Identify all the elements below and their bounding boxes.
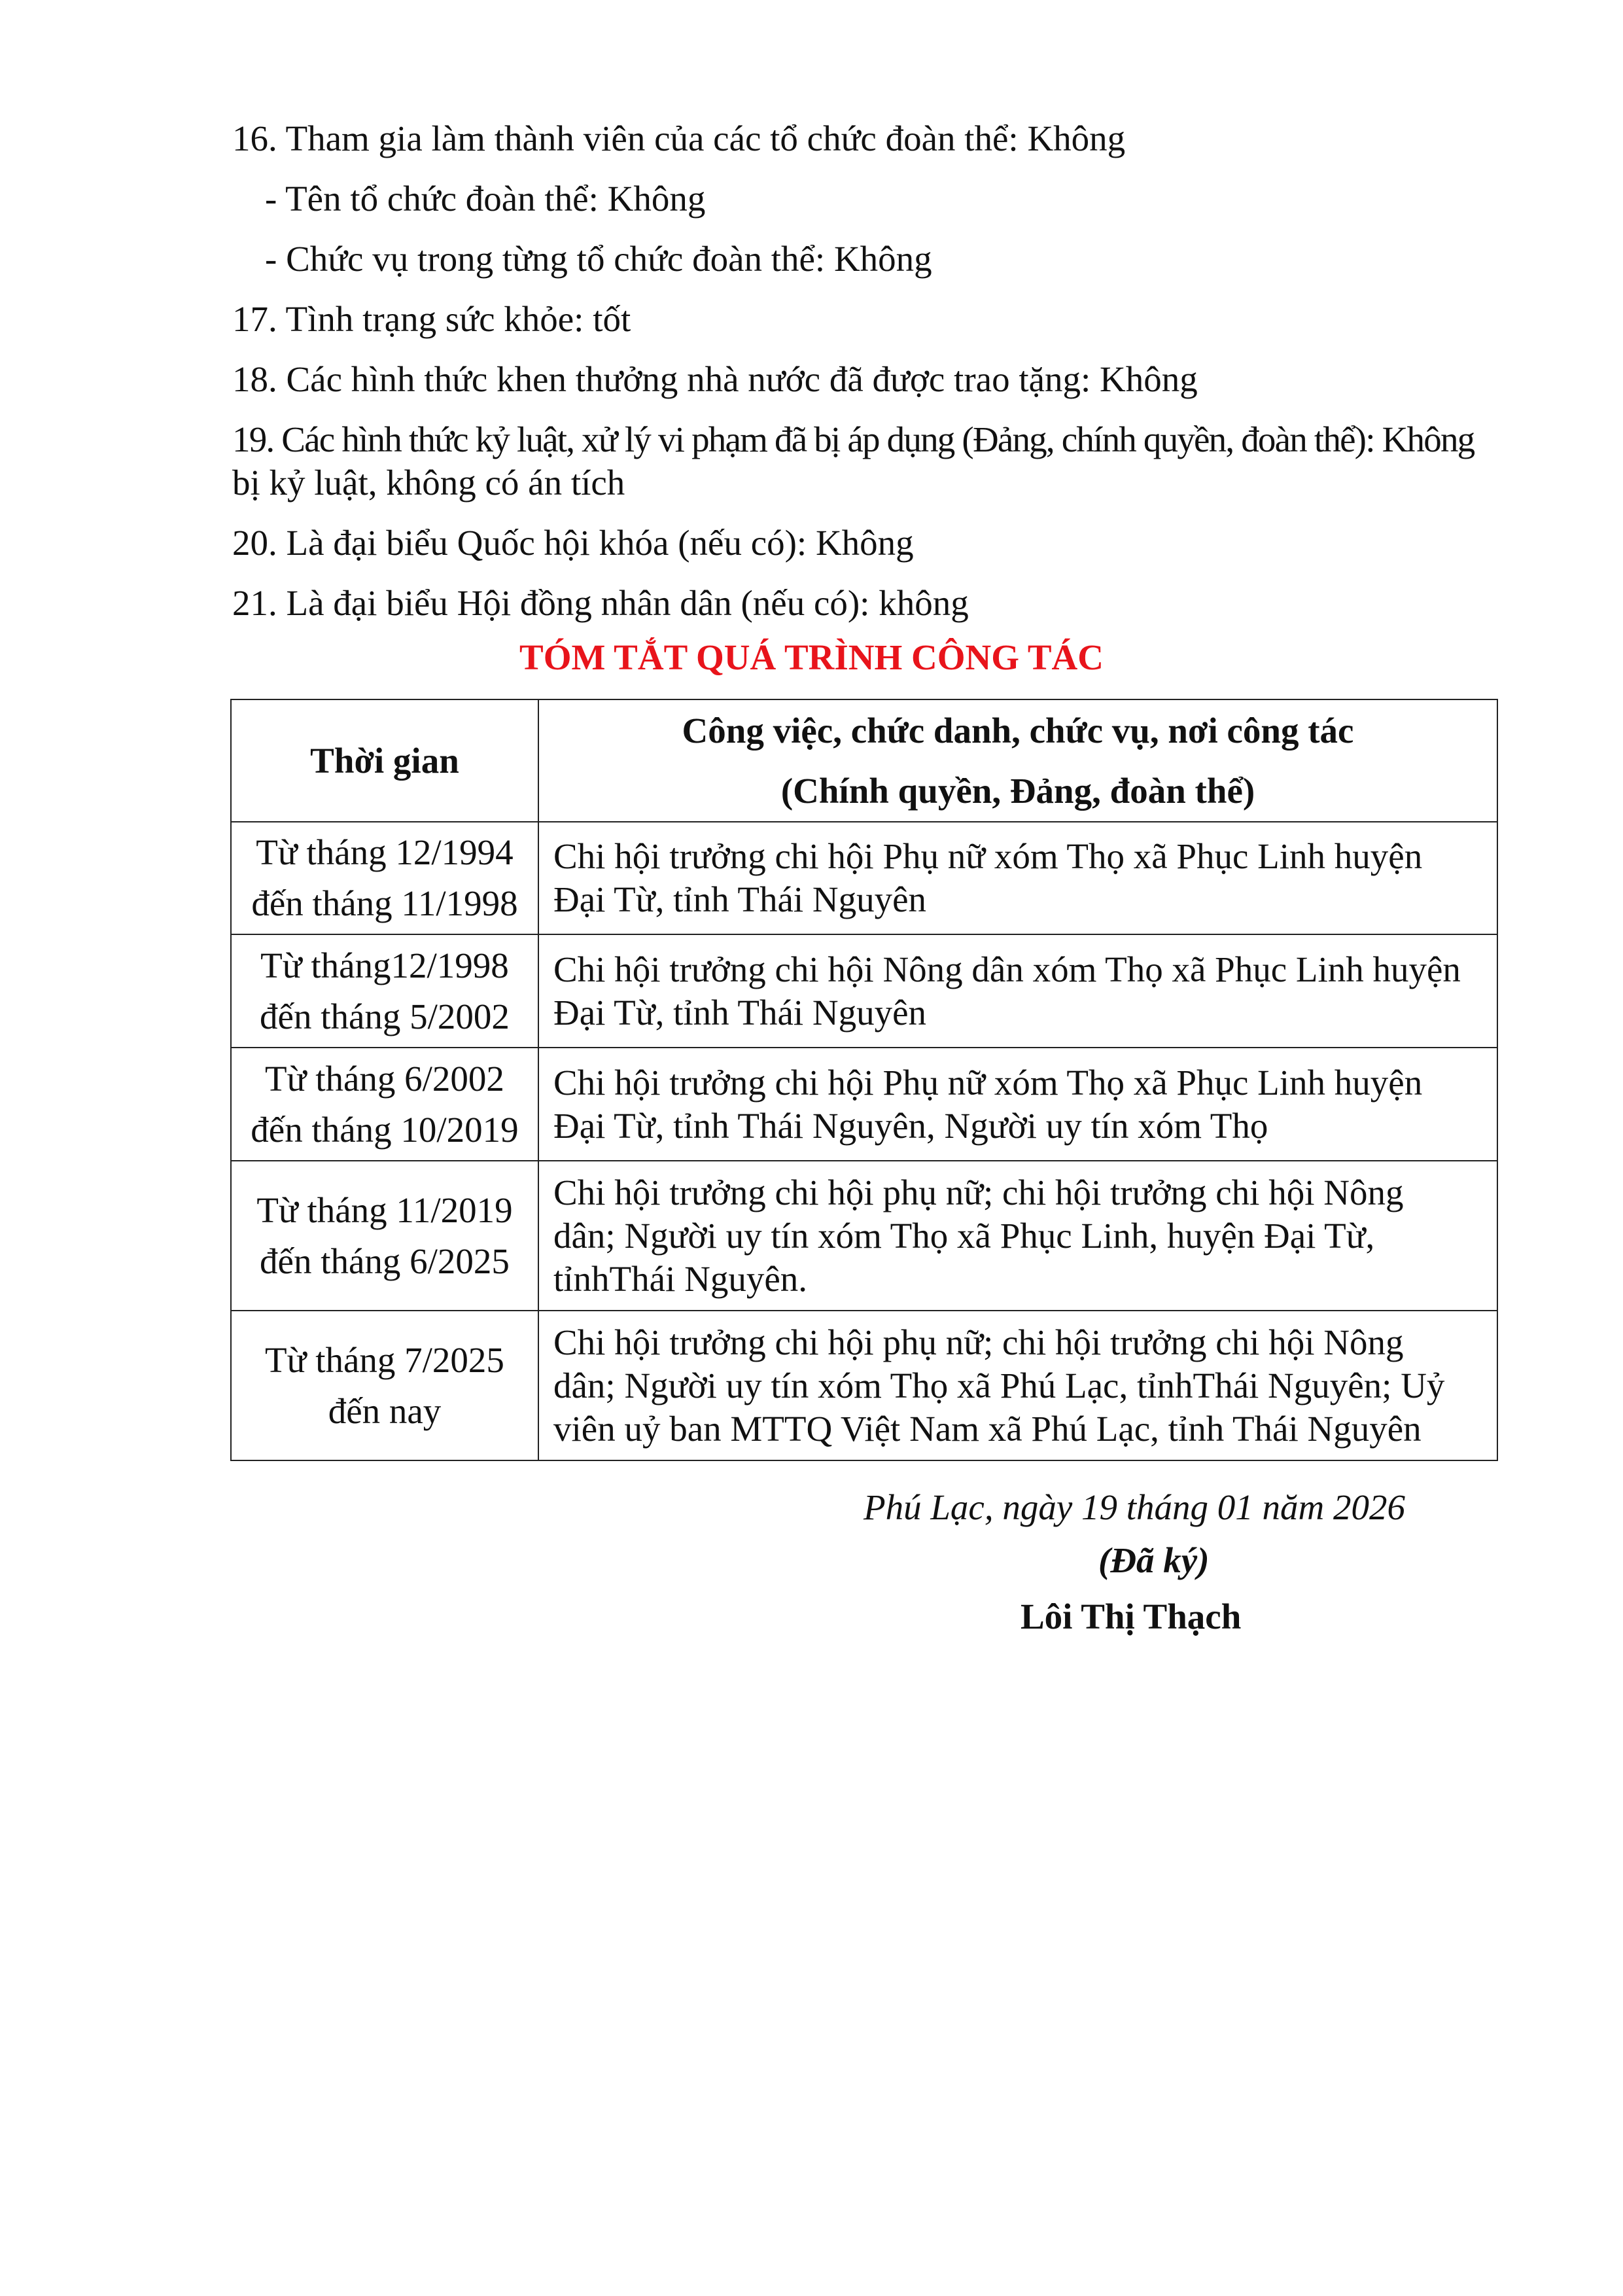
row-description xyxy=(538,934,1497,1048)
row-time-start: Từ tháng 12/1994 xyxy=(256,832,514,872)
header-work xyxy=(538,699,1497,822)
table-row xyxy=(231,822,1497,934)
signature-name: Lôi Thị Thạch xyxy=(1021,1597,1242,1636)
row-desc-line: Đại Từ, tỉnh Thái Nguyên, Người uy tín xóm Thọ xyxy=(553,1105,1268,1146)
item-17: 17. Tình trạng sức khỏe: tốt xyxy=(232,299,631,339)
row-description xyxy=(538,1048,1497,1161)
row-desc-line: tỉnhThái Nguyên. xyxy=(553,1258,807,1299)
header-time xyxy=(231,699,538,822)
item-20: 20. Là đại biểu Quốc hội khóa (nếu có): Không xyxy=(232,523,914,563)
row-time-end: đến tháng 11/1998 xyxy=(251,883,518,923)
signature-signed-note: (Đã ký) xyxy=(1098,1540,1210,1580)
row-time-end: đến tháng 6/2025 xyxy=(260,1241,510,1281)
row-time-end: đến tháng 10/2019 xyxy=(251,1109,519,1150)
section-title: TÓM TẮT QUÁ TRÌNH CÔNG TÁC xyxy=(519,637,1104,677)
row-description xyxy=(538,822,1497,934)
header-time-label: Thời gian xyxy=(310,740,459,781)
row-desc-line: Đại Từ, tỉnh Thái Nguyên xyxy=(553,992,927,1033)
row-time xyxy=(231,1048,538,1161)
signature-place-date: Phú Lạc, ngày 19 tháng 01 năm 2026 xyxy=(864,1487,1406,1527)
table-row xyxy=(231,1311,1497,1460)
row-time-end: đến tháng 5/2002 xyxy=(260,996,510,1036)
item-19: 19. Các hình thức kỷ luật, xử lý vi phạm đã bị áp dụng (Đảng, chính quyền, đoàn thể): Không xyxy=(232,419,1475,459)
item-16-org-name: - Tên tổ chức đoàn thể: Không xyxy=(265,179,706,219)
work-history-table xyxy=(230,699,1498,1461)
row-desc-line: Đại Từ, tỉnh Thái Nguyên xyxy=(553,879,927,919)
item-18: 18. Các hình thức khen thưởng nhà nước đã được trao tặng: Không xyxy=(232,359,1198,399)
row-desc-line: Chi hội trưởng chi hội Phụ nữ xóm Thọ xã Phục Linh huyện xyxy=(553,1062,1423,1103)
row-desc-line: Chi hội trưởng chi hội Nông dân xóm Thọ xã Phục Linh huyện xyxy=(553,949,1461,989)
row-description xyxy=(538,1161,1497,1311)
table-row xyxy=(231,1048,1497,1161)
row-time-end: đến nay xyxy=(328,1390,442,1431)
row-desc-line: dân; Người uy tín xóm Thọ xã Phục Linh, huyện Đại Từ, xyxy=(553,1215,1375,1256)
table-row xyxy=(231,934,1497,1048)
row-desc-line: Chi hội trưởng chi hội phụ nữ; chi hội trưởng chi hội Nông xyxy=(553,1322,1404,1362)
row-time xyxy=(231,1311,538,1460)
row-desc-line: Chi hội trưởng chi hội Phụ nữ xóm Thọ xã Phục Linh huyện xyxy=(553,836,1423,876)
row-desc-line: dân; Người uy tín xóm Thọ xã Phú Lạc, tỉnhThái Nguyên; Uỷ xyxy=(553,1365,1445,1405)
item-19-continued: bị kỷ luật, không có án tích xyxy=(232,463,625,503)
header-work-line2: (Chính quyền, Đảng, đoàn thể) xyxy=(780,770,1255,811)
item-16: 16. Tham gia làm thành viên của các tổ chức đoàn thể: Không xyxy=(232,118,1126,158)
row-time xyxy=(231,1161,538,1311)
row-desc-line: Chi hội trưởng chi hội phụ nữ; chi hội trưởng chi hội Nông xyxy=(553,1172,1404,1212)
item-21: 21. Là đại biểu Hội đồng nhân dân (nếu có): không xyxy=(232,583,969,623)
row-time xyxy=(231,822,538,934)
row-time xyxy=(231,934,538,1048)
table-row xyxy=(231,1161,1497,1311)
header-work-line1: Công việc, chức danh, chức vụ, nơi công tác xyxy=(682,710,1354,751)
row-description xyxy=(538,1311,1497,1460)
row-time-start: Từ tháng 6/2002 xyxy=(265,1058,504,1099)
item-16-org-position: - Chức vụ trong từng tổ chức đoàn thể: Không xyxy=(265,239,932,279)
table-header-row xyxy=(231,699,1497,822)
row-desc-line: viên uỷ ban MTTQ Việt Nam xã Phú Lạc, tỉnh Thái Nguyên xyxy=(553,1408,1422,1449)
row-time-start: Từ tháng 7/2025 xyxy=(265,1339,504,1380)
row-time-start: Từ tháng12/1998 xyxy=(260,945,509,985)
row-time-start: Từ tháng 11/2019 xyxy=(256,1190,513,1230)
